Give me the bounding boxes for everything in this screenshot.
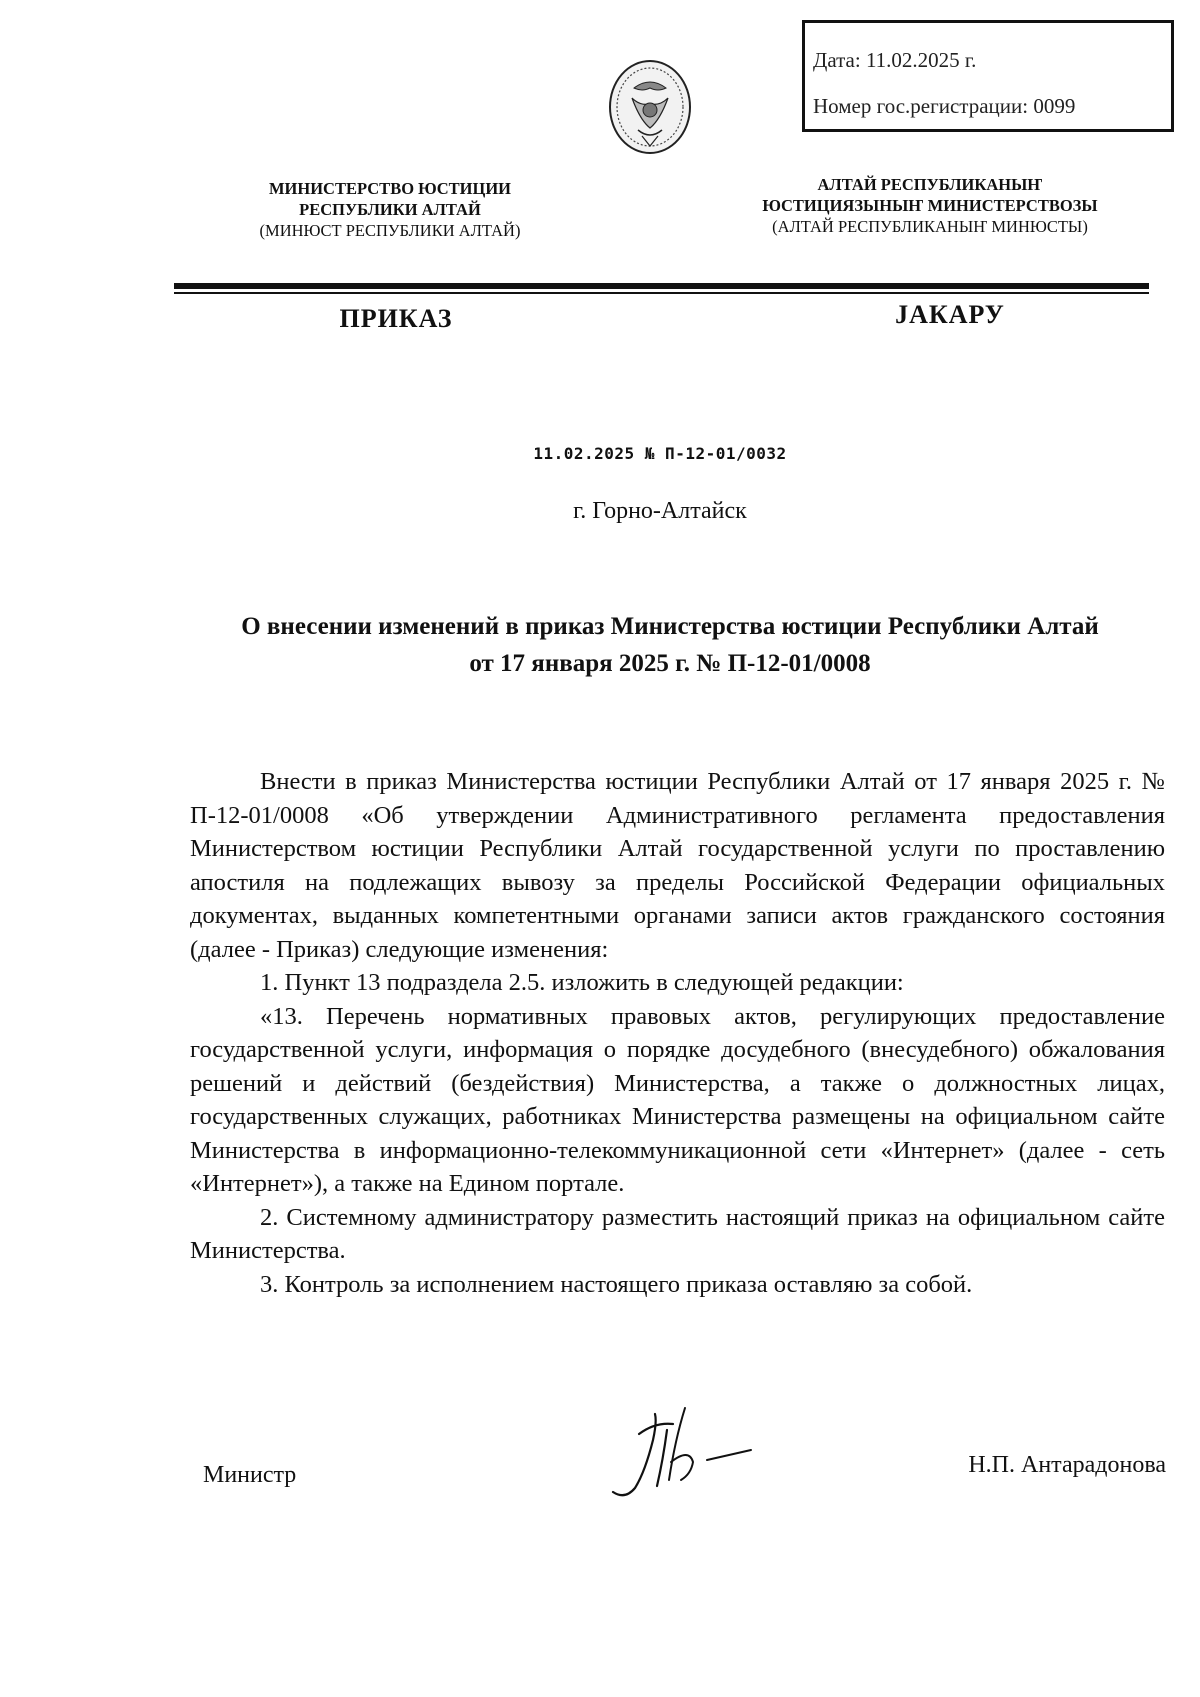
body-paragraph: Внести в приказ Министерства юстиции Республики Алтай от 17 января 2025 г. № П-12-01/0008 «Об утверждении Административного регламента предоставления Министерством юстиции Республики Алтай государственной услуги по проставлению апостиля на подлежащих вывозу за пределы Российской Федерации официальных документах, выданных компетентными органами записи актов гражданского состояния (далее - Приказ) следующие изменения: xyxy=(190,768,1165,963)
coat-of-arms-icon xyxy=(608,58,692,156)
registration-date xyxy=(813,37,1171,83)
title-line: О внесении изменений в приказ Министерства юстиции Республики Алтай xyxy=(241,613,1099,640)
body-paragraph: 1. Пункт 13 подраздела 2.5. изложить в следующей редакции: xyxy=(260,969,904,996)
ministry-name-line: МИНИСТЕРСТВО ЮСТИЦИИ xyxy=(268,179,511,198)
body-paragraph: 3. Контроль за исполнением настоящего приказа оставляю за собой. xyxy=(260,1270,973,1298)
ministry-header-altai xyxy=(730,174,1130,237)
document-city: г. Горно-Алтайск xyxy=(573,498,747,524)
document-number: 11.02.2025 № П-12-01/0032 xyxy=(533,444,787,463)
registration-stamp xyxy=(802,20,1174,132)
document-type-altai: JАКАРУ xyxy=(895,300,1005,329)
ministry-name-line: АЛТАЙ РЕСПУБЛИКАНЫҤ xyxy=(817,175,1043,194)
signatory-name: Н.П. Антарадонова xyxy=(968,1452,1166,1478)
registration-number-value: 0099 xyxy=(1033,94,1076,118)
ministry-name-line: ЮСТИЦИЯЗЫНЫҤ МИНИСТЕРСТВОЗЫ xyxy=(762,196,1098,215)
header-divider xyxy=(174,292,1149,294)
ministry-short-name: (АЛТАЙ РЕСПУБЛИКАНЫҤ МИНЮСТЫ) xyxy=(772,217,1088,236)
registration-date-label: Дата: xyxy=(813,48,861,72)
document-body xyxy=(190,765,1165,1301)
body-paragraph: 2. Системному администратору разместить настоящий приказ на официальном сайте Министерства. xyxy=(190,1203,1165,1264)
title-line: от 17 января 2025 г. № П-12-01/0008 xyxy=(469,650,871,677)
header-divider xyxy=(174,283,1149,289)
signatory-role: Министр xyxy=(203,1462,297,1488)
handwritten-signature-icon xyxy=(605,1400,765,1510)
registration-number xyxy=(813,83,1171,129)
ministry-header-russian xyxy=(190,178,590,241)
document-type-russian: ПРИКАЗ xyxy=(339,304,453,333)
registration-date-value: 11.02.2025 г. xyxy=(865,48,977,72)
document-title xyxy=(180,608,1160,682)
ministry-short-name: (МИНЮСТ РЕСПУБЛИКИ АЛТАЙ) xyxy=(259,221,521,240)
registration-number-label: Номер гос.регистрации: xyxy=(813,94,1029,118)
ministry-name-line: РЕСПУБЛИКИ АЛТАЙ xyxy=(299,200,481,219)
body-paragraph: «13. Перечень нормативных правовых актов, регулирующих предоставление государственной услуги, информация о порядке досудебного (внесудебного) обжалования решений и действий (бездействия) Министерства, а также о должностных лицах, государственных служащих, работниках Министерства размещены на официальном сайте Министерства в информационно-телекоммуникационной сети «Интернет» (далее - сеть «Интернет»), а также на Едином портале. xyxy=(190,1002,1165,1197)
